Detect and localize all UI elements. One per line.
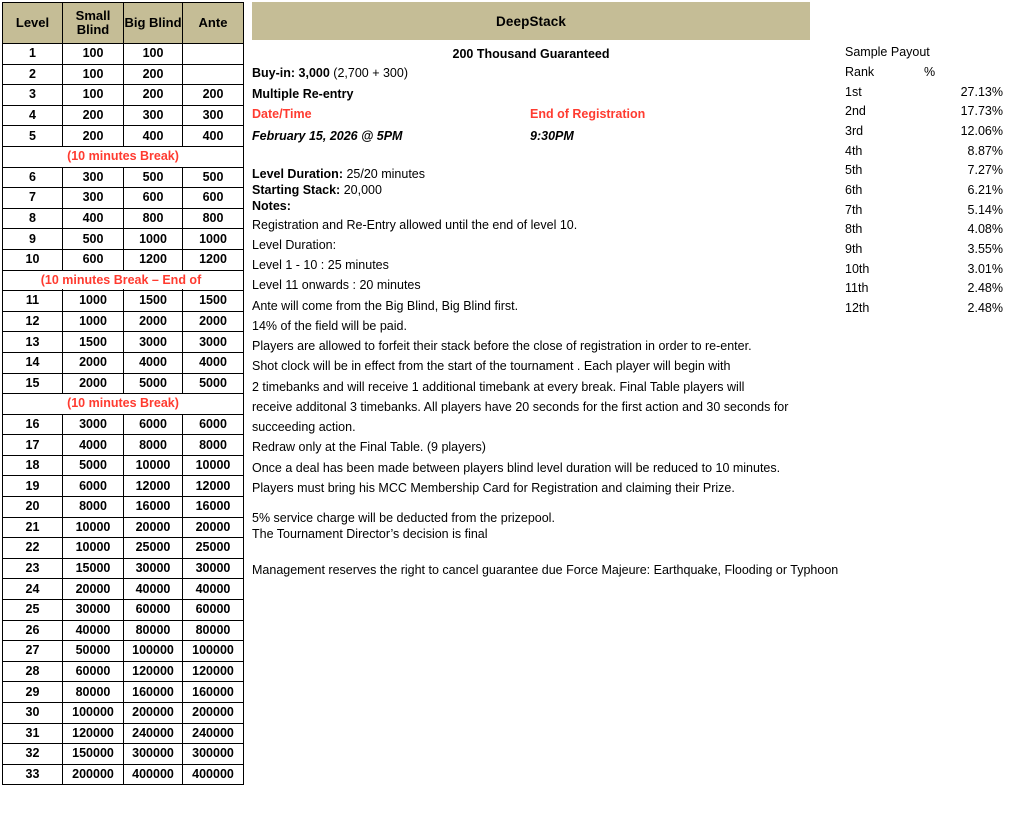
payout-rank: 7th	[845, 202, 863, 217]
table-row	[3, 373, 244, 394]
table-row	[3, 64, 244, 85]
level-cell: 11	[3, 291, 63, 312]
payout-row	[845, 279, 1003, 299]
small-blind-cell: 300	[63, 167, 124, 188]
starting-stack-value: 20,000	[340, 183, 382, 197]
ante-cell	[183, 64, 244, 85]
note-line: Level Duration:	[252, 237, 337, 252]
small-blind-cell: 60000	[63, 661, 124, 682]
small-blind-cell: 50000	[63, 641, 124, 662]
payout-percent: 3.55%	[967, 242, 1003, 257]
table-row	[3, 167, 244, 188]
ante-cell: 40000	[183, 579, 244, 600]
table-row	[3, 723, 244, 744]
payout-row	[845, 259, 1003, 279]
small-blind-cell: 8000	[63, 497, 124, 518]
level-cell: 5	[3, 126, 63, 147]
level-cell: 8	[3, 208, 63, 229]
big-blind-cell: 400000	[124, 764, 183, 785]
buyin-line	[252, 65, 912, 82]
payout-rank: 6th	[845, 182, 863, 197]
big-blind-cell: 40000	[124, 579, 183, 600]
notes-heading	[252, 198, 912, 214]
big-blind-cell: 1500	[124, 291, 183, 312]
break-label	[3, 270, 202, 291]
payout-percent: 7.27%	[967, 163, 1003, 178]
break-label: (10 minutes Break)	[3, 394, 244, 415]
ante-cell: 500	[183, 167, 244, 188]
small-blind-cell: 15000	[63, 558, 124, 579]
payout-row	[845, 200, 1003, 220]
level-cell: 12	[3, 311, 63, 332]
payout-rank: 9th	[845, 242, 863, 257]
payout-rank: 3rd	[845, 123, 864, 138]
starting-stack-line	[252, 182, 912, 198]
level-cell: 2	[3, 64, 63, 85]
table-row	[3, 703, 244, 724]
guarantee-line	[252, 47, 810, 61]
break-label-text: (10 minutes Break – End of	[3, 271, 239, 289]
level-cell: 26	[3, 620, 63, 641]
level-duration-line	[252, 166, 912, 182]
buyin-detail: (2,700 + 300)	[329, 66, 408, 80]
level-cell: 24	[3, 579, 63, 600]
note-line: 2 timebanks and will receive 1 additional timebank at every break. Final Table players will	[252, 379, 745, 394]
note-line: 5% service charge will be deducted from the prizepool.	[252, 511, 555, 525]
table-row	[3, 85, 244, 106]
ante-cell: 1500	[183, 291, 244, 312]
datetime-value: February 15, 2026 @ 5PM	[252, 128, 403, 143]
table-row	[3, 44, 244, 65]
level-cell: 1	[3, 44, 63, 65]
ante-cell	[183, 44, 244, 65]
ante-cell: 20000	[183, 517, 244, 538]
reentry-line	[252, 86, 912, 103]
table-row	[3, 332, 244, 353]
column-header-small-blind: Small Blind	[63, 3, 124, 44]
table-row	[3, 311, 244, 332]
big-blind-cell: 20000	[124, 517, 183, 538]
payout-column-header-rank: Rank	[845, 64, 875, 79]
small-blind-cell: 6000	[63, 476, 124, 497]
notes-label: Notes:	[252, 199, 291, 214]
table-row	[3, 126, 244, 147]
tournament-info-panel	[252, 2, 912, 580]
blind-table-head	[3, 3, 244, 44]
payout-rank: 10th	[845, 261, 870, 276]
level-cell: 23	[3, 558, 63, 579]
payout-row	[845, 82, 1003, 102]
ante-cell: 240000	[183, 723, 244, 744]
table-row	[3, 661, 244, 682]
payout-rank: 4th	[845, 143, 863, 158]
column-header-big-blind: Big Blind	[124, 3, 183, 44]
big-blind-cell: 30000	[124, 558, 183, 579]
big-blind-cell: 500	[124, 167, 183, 188]
payout-percent: 6.21%	[967, 182, 1003, 197]
small-blind-cell: 200	[63, 105, 124, 126]
small-blind-cell: 2000	[63, 352, 124, 373]
level-cell: 33	[3, 764, 63, 785]
blind-table-body	[3, 44, 244, 785]
note-line: Level 1 - 10 : 25 minutes	[252, 258, 389, 272]
small-blind-cell: 100	[63, 44, 124, 65]
payout-percent: 27.13%	[960, 84, 1003, 99]
level-cell: 16	[3, 414, 63, 435]
payout-percent: 4.08%	[967, 222, 1003, 237]
big-blind-cell: 80000	[124, 620, 183, 641]
blind-table-header-row	[3, 3, 244, 44]
payout-percent: 2.48%	[967, 281, 1003, 296]
small-blind-cell: 200000	[63, 764, 124, 785]
level-cell: 32	[3, 744, 63, 765]
payout-row	[845, 220, 1003, 240]
payout-table	[845, 62, 1003, 318]
note-line: The Tournament Director’s decision is final	[252, 527, 488, 542]
payout-rank: 1st	[845, 84, 862, 99]
big-blind-cell: 120000	[124, 661, 183, 682]
small-blind-cell: 3000	[63, 414, 124, 435]
payout-row	[845, 298, 1003, 318]
footer-note: Management reserves the right to cancel guarantee due Force Majeure: Earthquake, Flooding or Typhoon	[252, 562, 839, 577]
level-cell: 31	[3, 723, 63, 744]
note-line: Once a deal has been made between players blind level duration will be reduced to 10 minutes.	[252, 460, 781, 475]
note-line: 14% of the field will be paid.	[252, 318, 407, 333]
blind-structure-panel	[2, 2, 243, 785]
blind-structure-table	[2, 2, 244, 785]
table-row	[3, 497, 244, 518]
tournament-title: DeepStack	[496, 13, 566, 29]
ante-cell: 120000	[183, 661, 244, 682]
level-cell: 19	[3, 476, 63, 497]
ante-cell: 6000	[183, 414, 244, 435]
table-row	[3, 476, 244, 497]
small-blind-cell: 200	[63, 126, 124, 147]
payout-header-row	[845, 62, 1003, 82]
table-row	[3, 517, 244, 538]
table-row	[3, 414, 244, 435]
small-blind-cell: 100	[63, 85, 124, 106]
column-header-level: Level	[3, 3, 63, 44]
big-blind-cell: 10000	[124, 455, 183, 476]
payout-table-body	[845, 82, 1003, 318]
big-blind-cell: 300000	[124, 744, 183, 765]
note-line: Redraw only at the Final Table. (9 players)	[252, 440, 486, 455]
big-blind-cell: 8000	[124, 435, 183, 456]
note-line: receive additonal 3 timebanks. All players have 20 seconds for the first action and 30 seconds for	[252, 399, 789, 414]
level-cell: 10	[3, 249, 63, 270]
ante-cell: 3000	[183, 332, 244, 353]
note-line: Ante will come from the Big Blind, Big Blind first.	[252, 298, 519, 313]
table-row	[3, 435, 244, 456]
level-cell: 9	[3, 229, 63, 250]
big-blind-cell: 300	[124, 105, 183, 126]
table-row	[3, 208, 244, 229]
payout-percent: 8.87%	[967, 143, 1003, 158]
small-blind-cell: 120000	[63, 723, 124, 744]
payout-percent: 12.06%	[960, 123, 1003, 138]
table-row	[3, 620, 244, 641]
table-row	[3, 105, 244, 126]
sample-payout-panel	[845, 45, 1020, 318]
table-row	[3, 455, 244, 476]
ante-cell: 800	[183, 208, 244, 229]
level-cell: 27	[3, 641, 63, 662]
small-blind-cell: 5000	[63, 455, 124, 476]
small-blind-cell: 10000	[63, 538, 124, 559]
table-row	[3, 579, 244, 600]
small-blind-cell: 1000	[63, 291, 124, 312]
level-cell: 28	[3, 661, 63, 682]
payout-rank: 12th	[845, 301, 870, 316]
table-row	[3, 641, 244, 662]
table-row	[3, 352, 244, 373]
ante-cell: 400	[183, 126, 244, 147]
big-blind-cell: 4000	[124, 352, 183, 373]
ante-cell: 400000	[183, 764, 244, 785]
table-row	[3, 764, 244, 785]
small-blind-cell: 4000	[63, 435, 124, 456]
level-cell: 14	[3, 352, 63, 373]
payout-percent: 5.14%	[967, 202, 1003, 217]
ante-cell: 1000	[183, 229, 244, 250]
payout-row	[845, 141, 1003, 161]
big-blind-cell: 5000	[124, 373, 183, 394]
ante-cell: 300000	[183, 744, 244, 765]
note-line: Level 11 onwards : 20 minutes	[252, 278, 421, 293]
level-cell: 21	[3, 517, 63, 538]
ante-cell: 5000	[183, 373, 244, 394]
payout-percent: 3.01%	[967, 261, 1003, 276]
small-blind-cell: 1000	[63, 311, 124, 332]
level-cell: 17	[3, 435, 63, 456]
small-blind-cell: 600	[63, 249, 124, 270]
big-blind-cell: 200000	[124, 703, 183, 724]
level-cell: 13	[3, 332, 63, 353]
level-cell: 30	[3, 703, 63, 724]
registration-values-row	[252, 129, 912, 147]
level-cell: 15	[3, 373, 63, 394]
note-line: Players are allowed to forfeit their stack before the close of registration in order to re-enter.	[252, 339, 752, 353]
big-blind-cell: 3000	[124, 332, 183, 353]
end-of-registration-value: 9:30PM	[530, 128, 574, 143]
small-blind-cell: 100	[63, 64, 124, 85]
payout-row	[845, 160, 1003, 180]
footer-spacer	[252, 543, 912, 560]
section-spacer	[252, 147, 912, 166]
small-blind-cell: 2000	[63, 373, 124, 394]
big-blind-cell: 800	[124, 208, 183, 229]
level-cell: 18	[3, 455, 63, 476]
big-blind-cell: 2000	[124, 311, 183, 332]
guarantee-text: 200 Thousand Guaranteed	[452, 47, 610, 61]
small-blind-cell: 80000	[63, 682, 124, 703]
ante-cell: 80000	[183, 620, 244, 641]
buyin-label: Buy-in: 3,000	[252, 66, 330, 80]
level-cell: 20	[3, 497, 63, 518]
small-blind-cell: 150000	[63, 744, 124, 765]
note-line: Players must bring his MCC Membership Card for Registration and claiming their Prize.	[252, 480, 735, 495]
small-blind-cell: 300	[63, 188, 124, 209]
payout-row	[845, 180, 1003, 200]
small-blind-cell: 400	[63, 208, 124, 229]
level-cell: 6	[3, 167, 63, 188]
break-row	[3, 394, 244, 415]
ante-cell: 300	[183, 105, 244, 126]
ante-cell: 200000	[183, 703, 244, 724]
table-row	[3, 229, 244, 250]
level-cell: 22	[3, 538, 63, 559]
ante-cell: 10000	[183, 455, 244, 476]
table-row	[3, 188, 244, 209]
datetime-label: Date/Time	[252, 106, 312, 121]
payout-percent: 2.48%	[967, 301, 1003, 316]
ante-cell: 12000	[183, 476, 244, 497]
small-blind-cell: 1500	[63, 332, 124, 353]
payout-row	[845, 121, 1003, 141]
ante-cell: 600	[183, 188, 244, 209]
payout-rank: 2nd	[845, 104, 866, 119]
big-blind-cell: 1000	[124, 229, 183, 250]
level-cell: 7	[3, 188, 63, 209]
small-blind-cell: 10000	[63, 517, 124, 538]
column-header-ante: Ante	[183, 3, 244, 44]
ante-cell: 2000	[183, 311, 244, 332]
big-blind-cell: 600	[124, 188, 183, 209]
big-blind-cell: 1200	[124, 249, 183, 270]
payout-row	[845, 101, 1003, 121]
table-row	[3, 744, 244, 765]
notes-tail-list	[252, 510, 912, 543]
big-blind-cell: 25000	[124, 538, 183, 559]
payout-column-header-percent: %	[924, 64, 936, 79]
break-row	[3, 146, 244, 167]
ante-cell: 16000	[183, 497, 244, 518]
big-blind-cell: 6000	[124, 414, 183, 435]
payout-row	[845, 239, 1003, 259]
ante-cell: 160000	[183, 682, 244, 703]
starting-stack-label: Starting Stack:	[252, 183, 341, 197]
level-cell: 4	[3, 105, 63, 126]
payout-rank: 11th	[845, 281, 869, 296]
level-cell: 25	[3, 600, 63, 621]
big-blind-cell: 200	[124, 85, 183, 106]
table-row	[3, 249, 244, 270]
big-blind-cell: 100000	[124, 641, 183, 662]
level-cell: 29	[3, 682, 63, 703]
payout-rank: 8th	[845, 222, 863, 237]
ante-cell: 25000	[183, 538, 244, 559]
payout-percent: 17.73%	[960, 104, 1003, 119]
small-blind-cell: 20000	[63, 579, 124, 600]
small-blind-cell: 40000	[63, 620, 124, 641]
big-blind-cell: 400	[124, 126, 183, 147]
big-blind-cell: 60000	[124, 600, 183, 621]
big-blind-cell: 16000	[124, 497, 183, 518]
ante-cell: 4000	[183, 352, 244, 373]
reentry-text: Multiple Re-entry	[252, 86, 354, 101]
end-of-registration-label: End of Registration	[530, 106, 646, 121]
break-row	[3, 270, 244, 291]
ante-cell: 8000	[183, 435, 244, 456]
registration-labels-row	[252, 107, 912, 125]
big-blind-cell: 12000	[124, 476, 183, 497]
table-row	[3, 600, 244, 621]
big-blind-cell: 100	[124, 44, 183, 65]
ante-cell: 60000	[183, 600, 244, 621]
big-blind-cell: 200	[124, 64, 183, 85]
small-blind-cell: 30000	[63, 600, 124, 621]
payout-rank: 5th	[845, 163, 863, 178]
note-line: succeeding action.	[252, 420, 356, 434]
big-blind-cell: 240000	[124, 723, 183, 744]
table-row	[3, 682, 244, 703]
tournament-title-banner	[252, 2, 810, 40]
table-row	[3, 291, 244, 312]
level-duration-label: Level Duration:	[252, 166, 343, 181]
level-duration-value: 25/20 minutes	[343, 166, 425, 181]
table-row	[3, 558, 244, 579]
small-blind-cell: 100000	[63, 703, 124, 724]
note-line: Shot clock will be in effect from the start of the tournament . Each player will begin with	[252, 359, 731, 374]
note-line: Registration and Re-Entry allowed until the end of level 10.	[252, 217, 578, 232]
big-blind-cell: 160000	[124, 682, 183, 703]
ante-cell: 200	[183, 85, 244, 106]
ante-cell: 100000	[183, 641, 244, 662]
small-blind-cell: 500	[63, 229, 124, 250]
ante-cell: 1200	[183, 249, 244, 270]
ante-cell: 30000	[183, 558, 244, 579]
break-label: (10 minutes Break)	[3, 146, 244, 167]
table-row	[3, 538, 244, 559]
payout-title: Sample Payout	[845, 45, 930, 59]
level-cell: 3	[3, 85, 63, 106]
notes-list	[252, 215, 912, 499]
